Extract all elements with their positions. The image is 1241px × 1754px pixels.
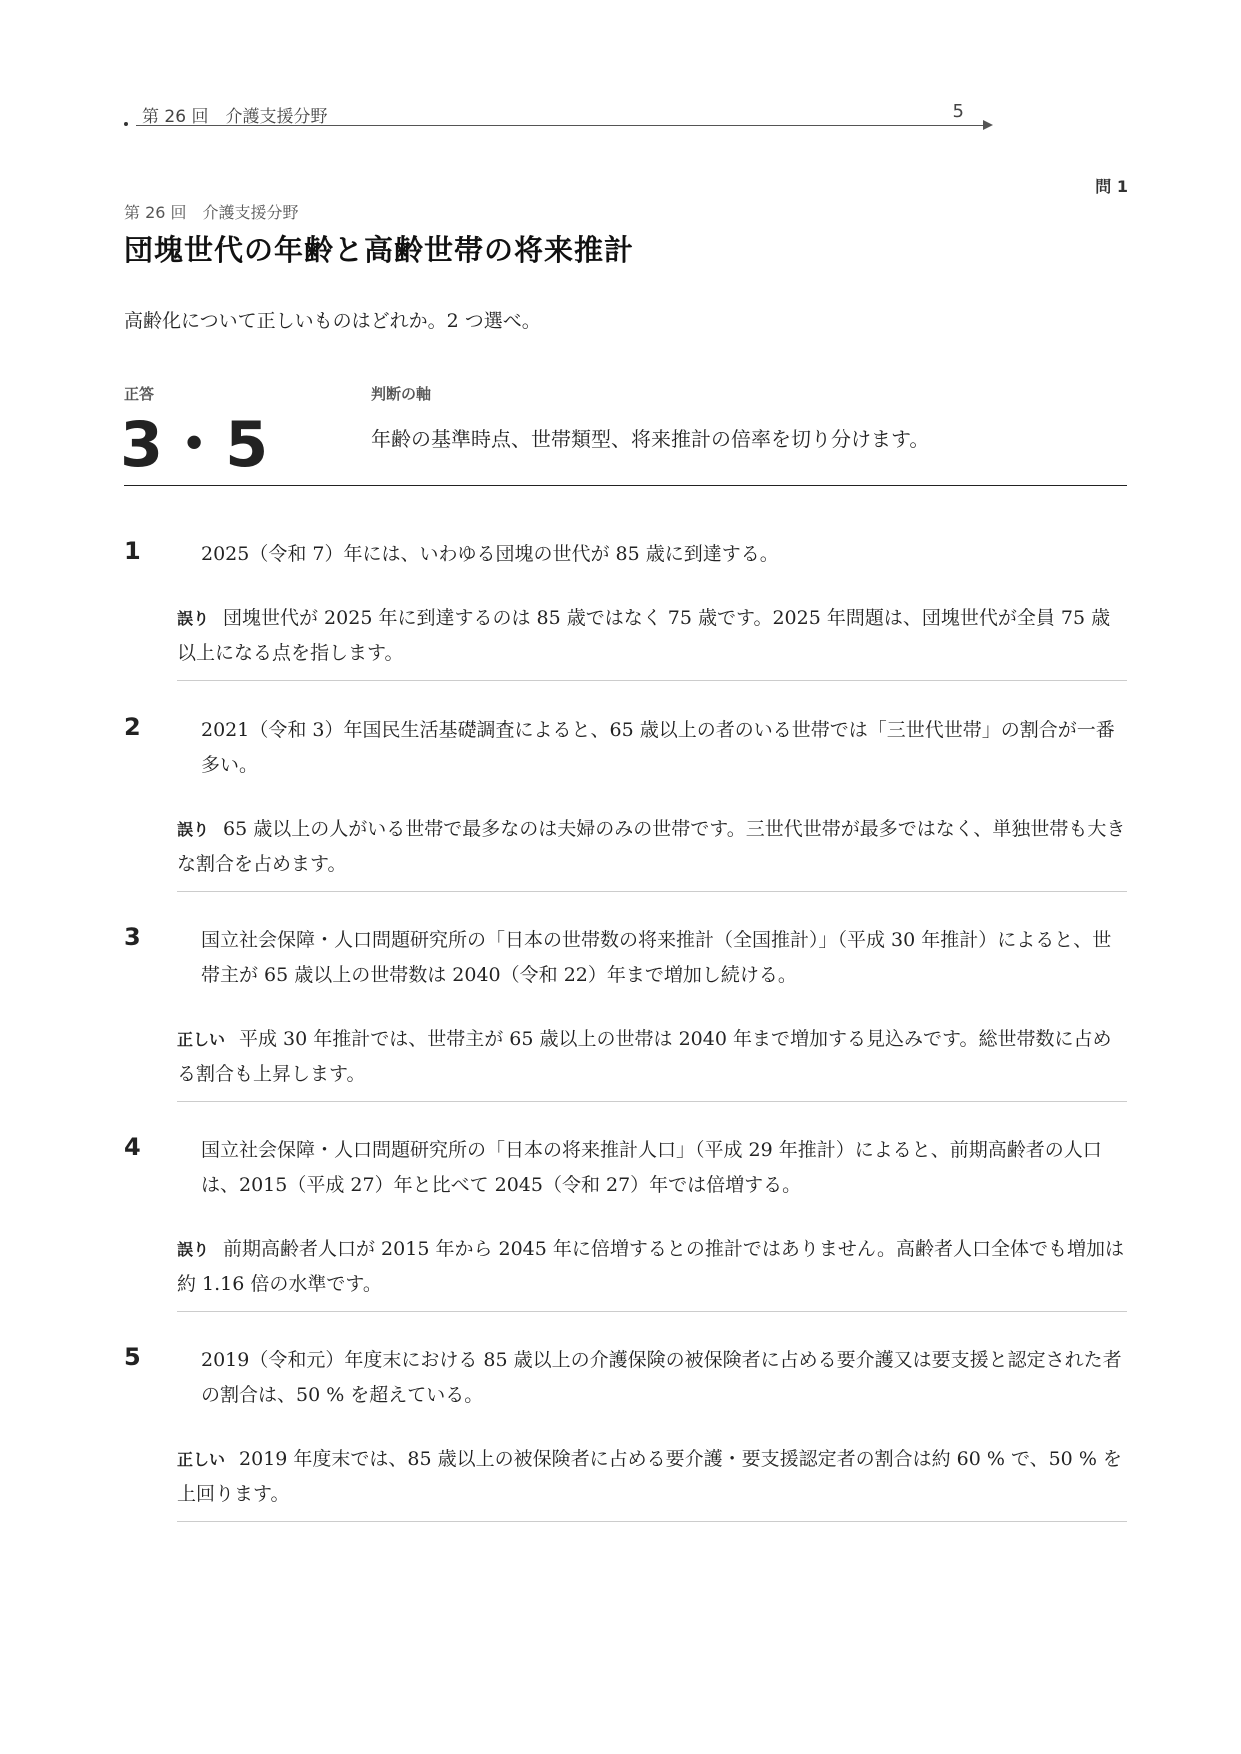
explanation-text: 2019 年度末では、85 歳以上の被保険者に占める要介護・要支援認定者の割合は約 60 % で、50 % を上回ります。 [177, 1448, 1122, 1505]
explanation-text: 平成 30 年推計では、世帯主が 65 歳以上の世帯は 2040 年まで増加する見込みです。総世帯数に占める割合も上昇します。 [177, 1028, 1112, 1085]
option-explanation [177, 1442, 1127, 1512]
option-explanation [177, 601, 1127, 671]
option-explanation [177, 812, 1127, 882]
verdict-badge: 誤り [177, 820, 210, 839]
running-header-title: 第 26 回 介護支援分野 [142, 107, 328, 127]
page-number: 5 [952, 101, 964, 122]
option-divider [177, 1521, 1127, 1522]
option-divider [177, 891, 1127, 892]
option-number: 4 [124, 1133, 141, 1161]
page-title: 団塊世代の年齢と高齢世帯の将来推計 [124, 233, 635, 267]
option-statement: 2019（令和元）年度末における 85 歳以上の介護保険の被保険者に占める要介護又は要支援と認定された者の割合は、50 % を超えている。 [201, 1349, 1122, 1406]
question-number: 問 1 [1095, 177, 1128, 196]
verdict-badge: 正しい [177, 1030, 226, 1049]
header-rule [136, 125, 984, 126]
verdict-badge: 誤り [177, 1240, 210, 1259]
explanation-text: 65 歳以上の人がいる世帯で最多なのは夫婦のみの世帯です。三世代世帯が最多ではなく、単独世帯も大きな割合を占めます。 [177, 818, 1126, 875]
question-text: 高齢化について正しいものはどれか。2 つ選べ。 [124, 310, 541, 332]
category-label: 第 26 回 介護支援分野 [124, 203, 299, 222]
verdict-badge: 誤り [177, 609, 210, 628]
running-header [124, 100, 994, 130]
verdict-badge: 正しい [177, 1450, 226, 1469]
option-number: 2 [124, 713, 141, 741]
option-divider [177, 1101, 1127, 1102]
option-divider [177, 1311, 1127, 1312]
option-number: 3 [124, 923, 141, 951]
option-number: 5 [124, 1343, 141, 1371]
explanation-text: 団塊世代が 2025 年に到達するのは 85 歳ではなく 75 歳です。2025 年問題は、団塊世代が全員 75 歳以上になる点を指します。 [177, 607, 1111, 664]
answer-label: 正答 [124, 385, 155, 403]
option-number: 1 [124, 537, 141, 565]
option-explanation [177, 1232, 1127, 1302]
answer-value: 3・5 [120, 408, 269, 481]
header-dot [124, 122, 128, 126]
option-divider [177, 680, 1127, 681]
axis-label: 判断の軸 [371, 385, 432, 403]
header-arrow-icon [983, 120, 993, 130]
option-statement: 国立社会保障・人口問題研究所の「日本の世帯数の将来推計（全国推計）」（平成 30 年推計）によると、世帯主が 65 歳以上の世帯数は 2040（令和 22）年まで増加し続ける。 [201, 929, 1112, 986]
option-statement: 2025（令和 7）年には、いわゆる団塊の世代が 85 歳に到達する。 [201, 543, 779, 565]
option-statement: 国立社会保障・人口問題研究所の「日本の将来推計人口」（平成 29 年推計）によると、前期高齢者の人口は、2015（平成 27）年と比べて 2045（令和 27）年では倍増する。 [201, 1139, 1102, 1196]
option-explanation [177, 1022, 1127, 1092]
answer-divider [124, 485, 1127, 486]
axis-text: 年齢の基準時点、世帯類型、将来推計の倍率を切り分けます。 [371, 427, 930, 451]
option-statement: 2021（令和 3）年国民生活基礎調査によると、65 歳以上の者のいる世帯では「三世代世帯」の割合が一番多い。 [201, 719, 1115, 776]
explanation-text: 前期高齢者人口が 2015 年から 2045 年に倍増するとの推計ではありません。高齢者人口全体でも増加は約 1.16 倍の水準です。 [177, 1238, 1125, 1295]
